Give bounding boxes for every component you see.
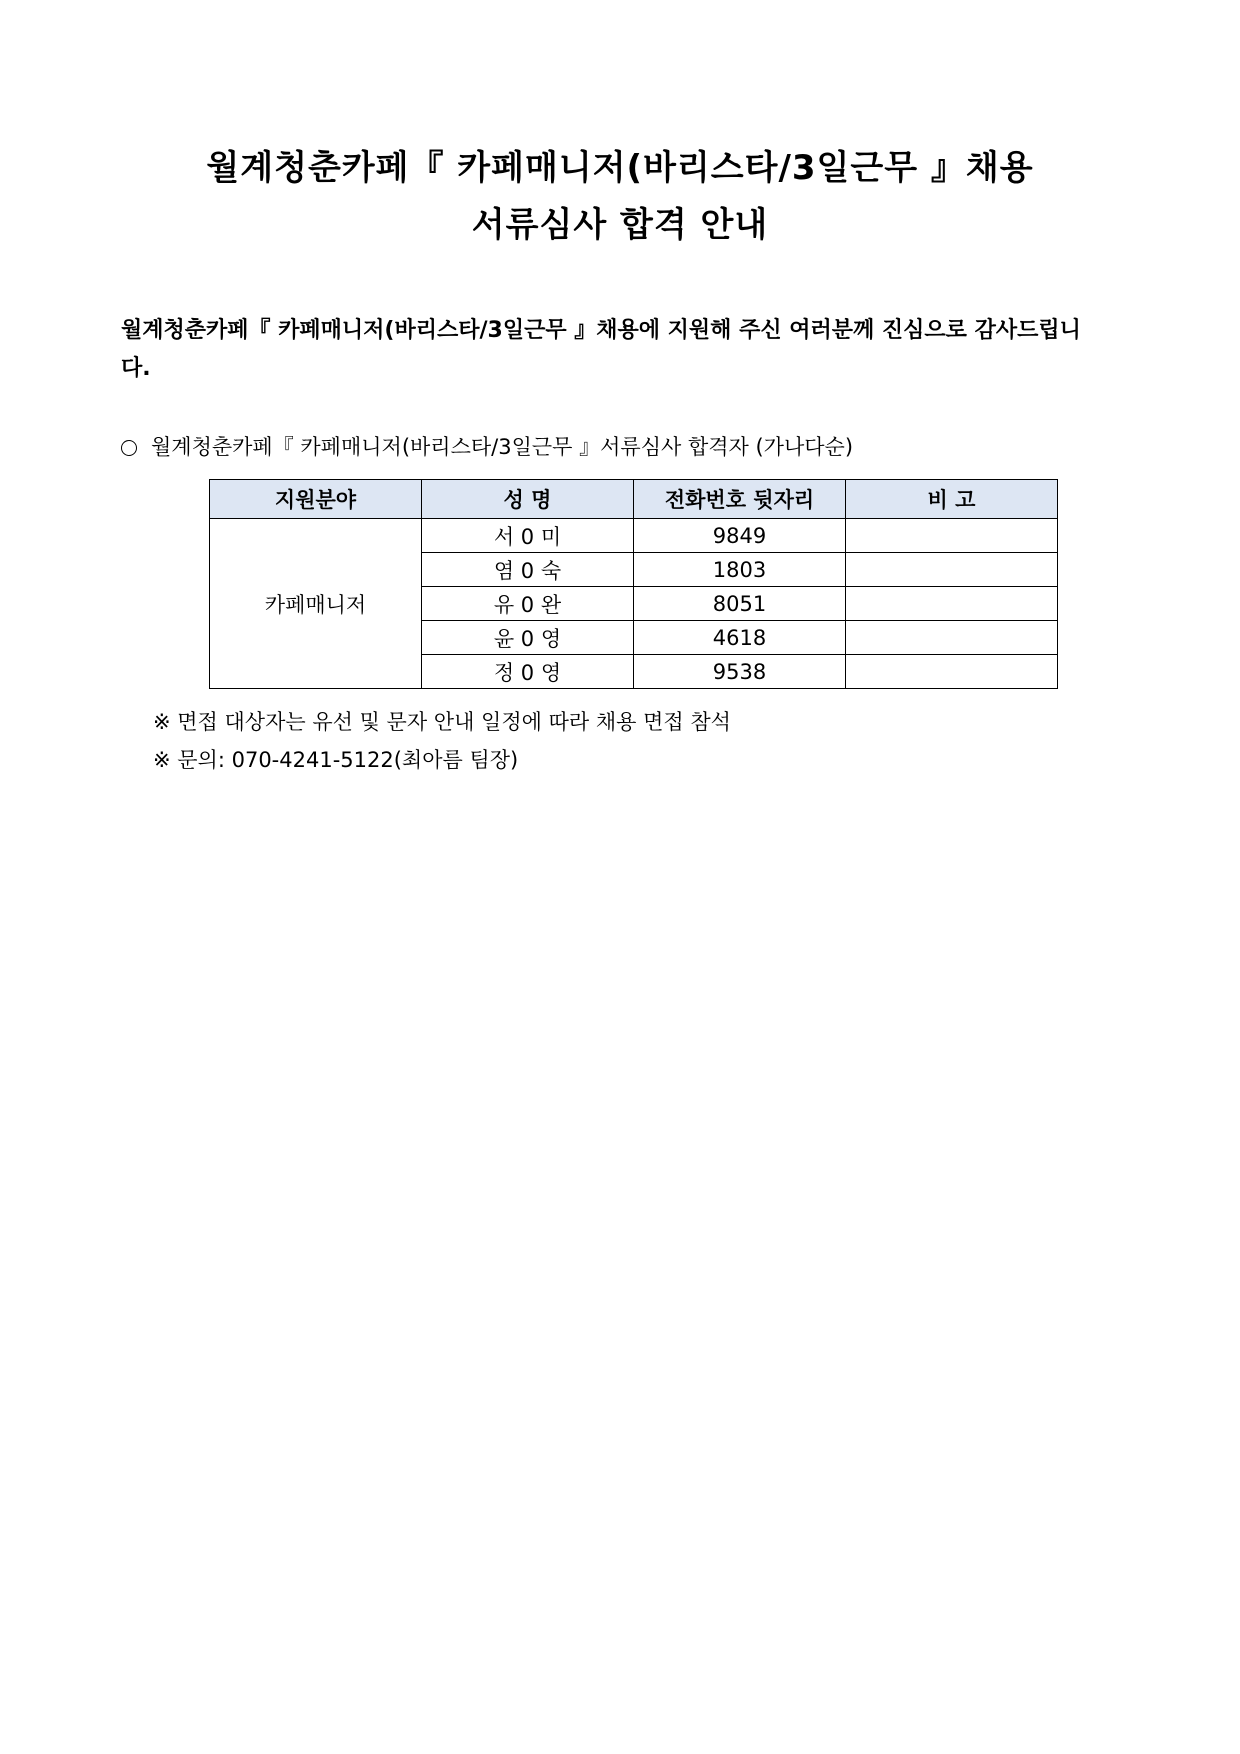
results-table [209,479,1058,689]
note-cell [846,553,1058,587]
table-header-row [210,480,1058,519]
name-cell: 유 0 완 [422,587,634,621]
name-cell: 정 0 영 [422,655,634,689]
circle-bullet-icon [121,440,137,456]
field-cell: 카페매니저 [210,519,422,689]
intro-paragraph: 월계청춘카페『 카페매니저(바리스타/3일근무 』채용에 지원해 주신 여러분께 진심으로 감사드립니다. [121,318,1081,381]
note-cell [846,587,1058,621]
contact-note: ※ 문의: 070-4241-5122(최아름 팀장) [153,748,519,772]
phone-cell: 8051 [634,587,846,621]
title-line-2: 서류심사 합격 안내 [471,205,769,245]
table-row [210,519,1058,553]
phone-cell: 9849 [634,519,846,553]
name-cell: 염 0 숙 [422,553,634,587]
header-phone: 전화번호 뒷자리 [634,480,846,519]
header-note: 비 고 [846,480,1058,519]
title-line-1: 월계청춘카페『 카페매니저(바리스타/3일근무 』채용 [206,148,1034,188]
phone-cell: 9538 [634,655,846,689]
note-cell [846,655,1058,689]
name-cell: 윤 0 영 [422,621,634,655]
phone-cell: 4618 [634,621,846,655]
section-heading-text: 월계청춘카페『 카페매니저(바리스타/3일근무 』서류심사 합격자 (가나다순) [151,435,854,459]
name-cell: 서 0 미 [422,519,634,553]
header-field: 지원분야 [210,480,422,519]
note-cell [846,519,1058,553]
note-cell [846,621,1058,655]
phone-cell: 1803 [634,553,846,587]
interview-note: ※ 면접 대상자는 유선 및 문자 안내 일정에 따라 채용 면접 참석 [153,710,731,734]
section-heading [121,431,853,461]
header-name: 성 명 [422,480,634,519]
